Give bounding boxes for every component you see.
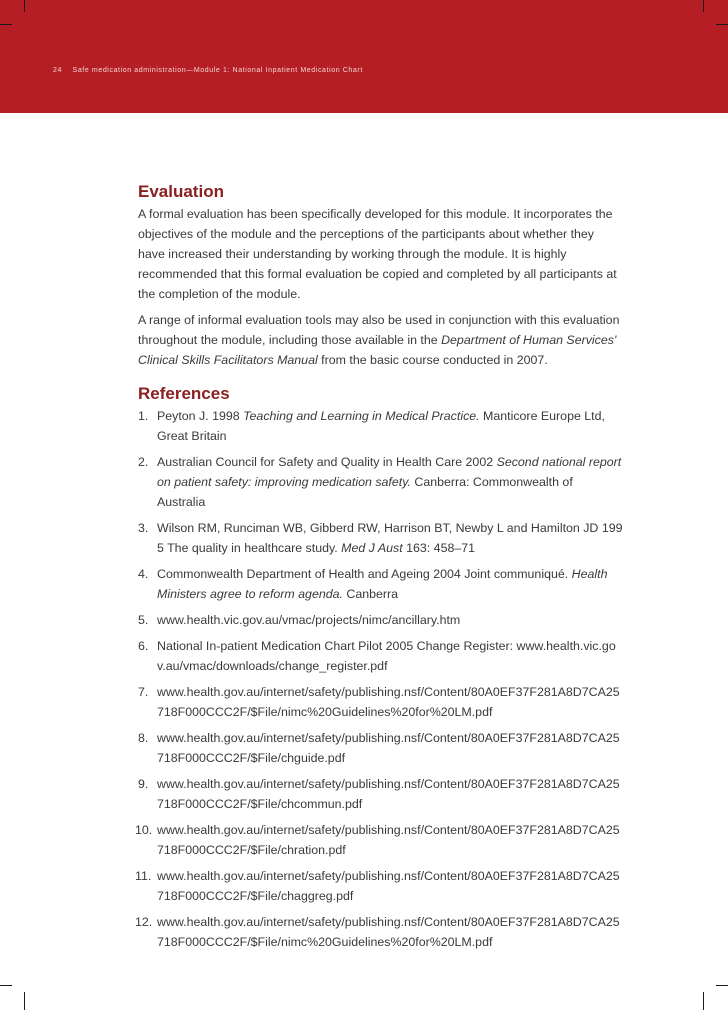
running-header: [53, 67, 363, 74]
reference-title-italic: Med J Aust: [341, 541, 403, 555]
reference-item: [135, 866, 623, 906]
reference-text: www.health.vic.gov.au/vmac/projects/nimc/ancillary.htm: [157, 613, 461, 627]
evaluation-paragraph-2-text-b: from the basic course conducted in 2007.: [317, 353, 548, 367]
reference-item: [138, 610, 623, 630]
reference-item: [135, 820, 623, 860]
page-number: 24: [53, 67, 62, 74]
reference-number: 10.: [135, 823, 153, 837]
crop-mark-top-left-h: [0, 24, 12, 25]
reference-text: www.health.gov.au/internet/safety/publishing.nsf/Content/80A0EF37F281A8D7CA25718F000CCC2F/$File/chaggreg.pdf: [157, 869, 620, 903]
crop-mark-bottom-left-h: [0, 985, 12, 986]
reference-text-tail: Canberra: [342, 587, 399, 601]
reference-item: [138, 636, 623, 676]
reference-number: 1.: [138, 409, 149, 423]
reference-text: www.health.gov.au/internet/safety/publishing.nsf/Content/80A0EF37F281A8D7CA25718F000CCC2F/$File/chguide.pdf: [157, 731, 620, 765]
evaluation-paragraph-1: A formal evaluation has been specifically developed for this module. It incorporates the objectives of the module and the perceptions of the participants about whether they have increased their understanding by working through the module. It is highly recommended that this formal evaluation be copied and completed by all participants at the completion of the module.: [138, 207, 617, 301]
reference-number: 6.: [138, 639, 149, 653]
crop-mark-bottom-right-h: [716, 985, 728, 986]
running-title: Safe medication administration—Module 1: National Inpatient Medication Chart: [72, 67, 363, 74]
crop-mark-bottom-right: [703, 992, 704, 1010]
references-heading: References: [138, 384, 230, 403]
reference-number: 11.: [135, 869, 152, 883]
reference-title-italic: Health Ministers agree to reform agenda.: [157, 567, 608, 601]
references-list: [135, 406, 623, 952]
reference-item: [138, 728, 623, 768]
reference-text: www.health.gov.au/internet/safety/publishing.nsf/Content/80A0EF37F281A8D7CA25718F000CCC2F/$File/chcommun.pdf: [157, 777, 620, 811]
crop-mark-top-right-h: [716, 24, 728, 25]
reference-item: [138, 564, 623, 604]
reference-text: Commonwealth Department of Health and Ageing 2004 Joint communiqué.: [157, 567, 572, 581]
reference-text: Peyton J. 1998: [157, 409, 244, 423]
crop-mark-top-right: [703, 0, 704, 12]
reference-number: 5.: [138, 613, 149, 627]
crop-mark-top-left: [24, 0, 25, 12]
reference-text: www.health.gov.au/internet/safety/publishing.nsf/Content/80A0EF37F281A8D7CA25718F000CCC2F/$File/nimc%20Guidelines%20for%20LM.pdf: [157, 685, 620, 719]
header-band: [0, 0, 728, 113]
reference-text-tail: 163: 458–71: [402, 541, 476, 555]
reference-text: Wilson RM, Runciman WB, Gibberd RW, Harrison BT, Newby L and Hamilton JD 1995 The quality in healthcare study.: [157, 521, 623, 555]
reference-item: [138, 406, 623, 446]
reference-item: [138, 774, 623, 814]
reference-number: 12.: [135, 915, 153, 929]
evaluation-paragraph-2: [138, 310, 623, 370]
reference-text: www.health.gov.au/internet/safety/publishing.nsf/Content/80A0EF37F281A8D7CA25718F000CCC2F/$File/nimc%20Guidelines%20for%20LM.pdf: [157, 915, 620, 949]
reference-number: 3.: [138, 521, 149, 535]
reference-text: Australian Council for Safety and Quality in Health Care 2002: [157, 455, 497, 469]
reference-title-italic: Second national report on patient safety: improving medication safety.: [157, 455, 622, 489]
reference-item: [138, 452, 623, 512]
reference-text-tail: Canberra: Commonwealth of Australia: [157, 475, 573, 509]
evaluation-heading: Evaluation: [138, 182, 224, 201]
reference-text-tail: Manticore Europe Ltd, Great Britain: [157, 409, 605, 443]
main-content: [135, 180, 623, 958]
reference-number: 9.: [138, 777, 149, 791]
reference-text: National In-patient Medication Chart Pilot 2005 Change Register: www.health.vic.gov.au/vmac/downloads/change_register.pdf: [157, 639, 616, 673]
evaluation-paragraph-2-italic: Department of Human Services' Clinical Skills Facilitators Manual: [138, 333, 617, 367]
reference-number: 7.: [138, 685, 149, 699]
evaluation-paragraph-2-text-a: A range of informal evaluation tools may also be used in conjunction with this evaluation throughout the module, including those available in the: [138, 313, 620, 347]
reference-number: 4.: [138, 567, 149, 581]
crop-mark-bottom-left: [24, 992, 25, 1010]
reference-item: [138, 518, 623, 558]
reference-number: 8.: [138, 731, 149, 745]
reference-text: www.health.gov.au/internet/safety/publishing.nsf/Content/80A0EF37F281A8D7CA25718F000CCC2F/$File/chration.pdf: [157, 823, 620, 857]
reference-number: 2.: [138, 455, 149, 469]
reference-item: [138, 682, 623, 722]
reference-title-italic: Teaching and Learning in Medical Practice.: [243, 409, 480, 423]
reference-item: [135, 912, 623, 952]
